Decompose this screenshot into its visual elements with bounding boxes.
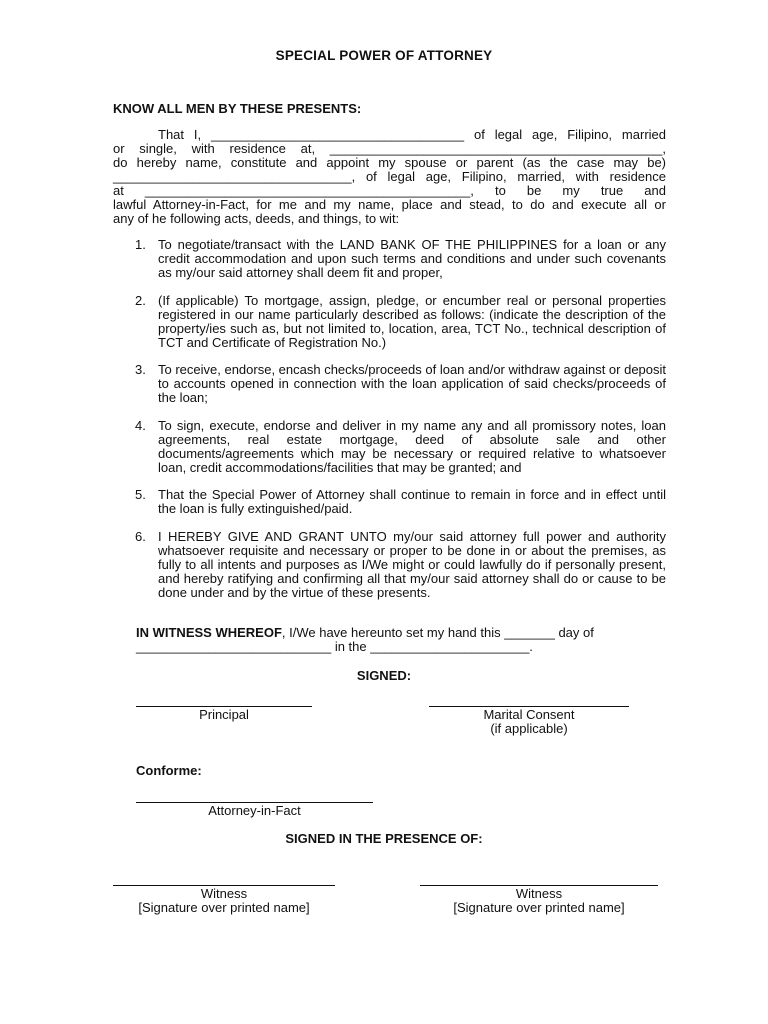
signed-label: SIGNED: xyxy=(356,668,412,683)
item-text: That the Special Power of Attorney shall continue to remain in force and in effect until the loan is fully extinguished/paid. xyxy=(158,487,666,516)
intro-line: lawful Attorney-in-Fact, for me and my name, place and stead, to do and execute all or xyxy=(113,197,666,212)
intro-line: at _____________________________________________, to be my true and xyxy=(113,183,666,198)
item-number: 6. xyxy=(135,528,146,544)
intro-line: or single, with residence at, ______________________________________________, xyxy=(113,141,666,156)
intro-line: That I, ___________________________________ of legal age, Filipino, married xyxy=(158,127,666,142)
opening-heading: KNOW ALL MEN BY THESE PRESENTS: xyxy=(113,101,362,116)
item-number: 1. xyxy=(135,237,146,252)
item-text: I HEREBY GIVE AND GRANT UNTO my/our said attorney full power and authority whatsoever requisite and necessary or proper to be done in or about the premises, as fully to all intents and purposes as I/We might or could lawfully do if personally present, and hereby ratifying and confirming all that my/our said attorney shall do or cause to be done under and by the virtue of these presents. xyxy=(158,528,666,600)
intro-line: any of he following acts, deeds, and things, to wit: xyxy=(113,211,400,226)
conforme-label: Conforme: xyxy=(136,763,202,778)
list-item xyxy=(113,488,666,516)
marital-consent-label: Marital Consent xyxy=(483,707,575,722)
item-text: To sign, execute, endorse and deliver in my name any and all promissory notes, loan agreements, real estate mortgage, deed of absolute sale and other documents/agreements which may be necessary or required relative to whatsoever loan, credit accommodations/facilities that may be granted; and xyxy=(158,417,666,475)
witness-whereof: IN WITNESS WHEREOF xyxy=(136,625,282,640)
item-number: 2. xyxy=(135,292,146,308)
item-number: 4. xyxy=(135,417,146,433)
intro-paragraph xyxy=(113,128,666,226)
list-item xyxy=(113,419,666,475)
list-item xyxy=(113,530,666,600)
attorney-signature xyxy=(136,802,373,818)
witness-paragraph xyxy=(136,626,666,654)
item-number: 3. xyxy=(135,362,146,377)
witness-sublabel: [Signature over printed name] xyxy=(138,900,310,915)
attorney-label: Attorney-in-Fact xyxy=(208,803,301,818)
principal-signature xyxy=(136,706,312,722)
list-item xyxy=(113,238,666,280)
witness-label: Witness xyxy=(515,886,563,901)
witness-sublabel: [Signature over printed name] xyxy=(453,900,625,915)
witness-label: Witness xyxy=(200,886,248,901)
marital-consent-signature xyxy=(429,706,629,736)
witness-line: ___________________________ in the ______________________. xyxy=(136,639,533,654)
witness-right-signature xyxy=(420,885,658,915)
item-number: 5. xyxy=(135,487,146,502)
presence-label: SIGNED IN THE PRESENCE OF: xyxy=(285,831,483,846)
document-title: SPECIAL POWER OF ATTORNEY xyxy=(275,48,493,63)
item-text: To negotiate/transact with the LAND BANK OF THE PHILIPPINES for a loan or any credit accommodation and upon such terms and conditions and under such covenants as my/our said attorney shall deem fit and proper, xyxy=(158,237,666,280)
list-item xyxy=(113,363,666,405)
witness-line xyxy=(136,626,666,640)
principal-label: Principal xyxy=(199,707,249,722)
list-item xyxy=(113,294,666,350)
witness-left-signature xyxy=(113,885,335,915)
intro-line: do hereby name, constitute and appoint my spouse or parent (as the case may be) xyxy=(113,155,666,170)
powers-list xyxy=(113,238,666,613)
item-text: To receive, endorse, encash checks/proceeds of loan and/or withdraw against or deposit to accounts opened in connection with the loan application of said checks/proceeds of the loan; xyxy=(158,362,667,405)
marital-consent-note: (if applicable) xyxy=(490,721,568,736)
intro-line: _________________________________, of legal age, Filipino, married, with residence xyxy=(113,169,666,184)
witness-text: , I/We have hereunto set my hand this _______ day of xyxy=(281,625,594,640)
item-text: (If applicable) To mortgage, assign, pledge, or encumber real or personal properties registered in our name particularly described as follows: (indicate the description of the property/ies such as, but not limited to, location, area, TCT No., technical description of TCT and Certificate of Registration No.) xyxy=(158,292,666,350)
